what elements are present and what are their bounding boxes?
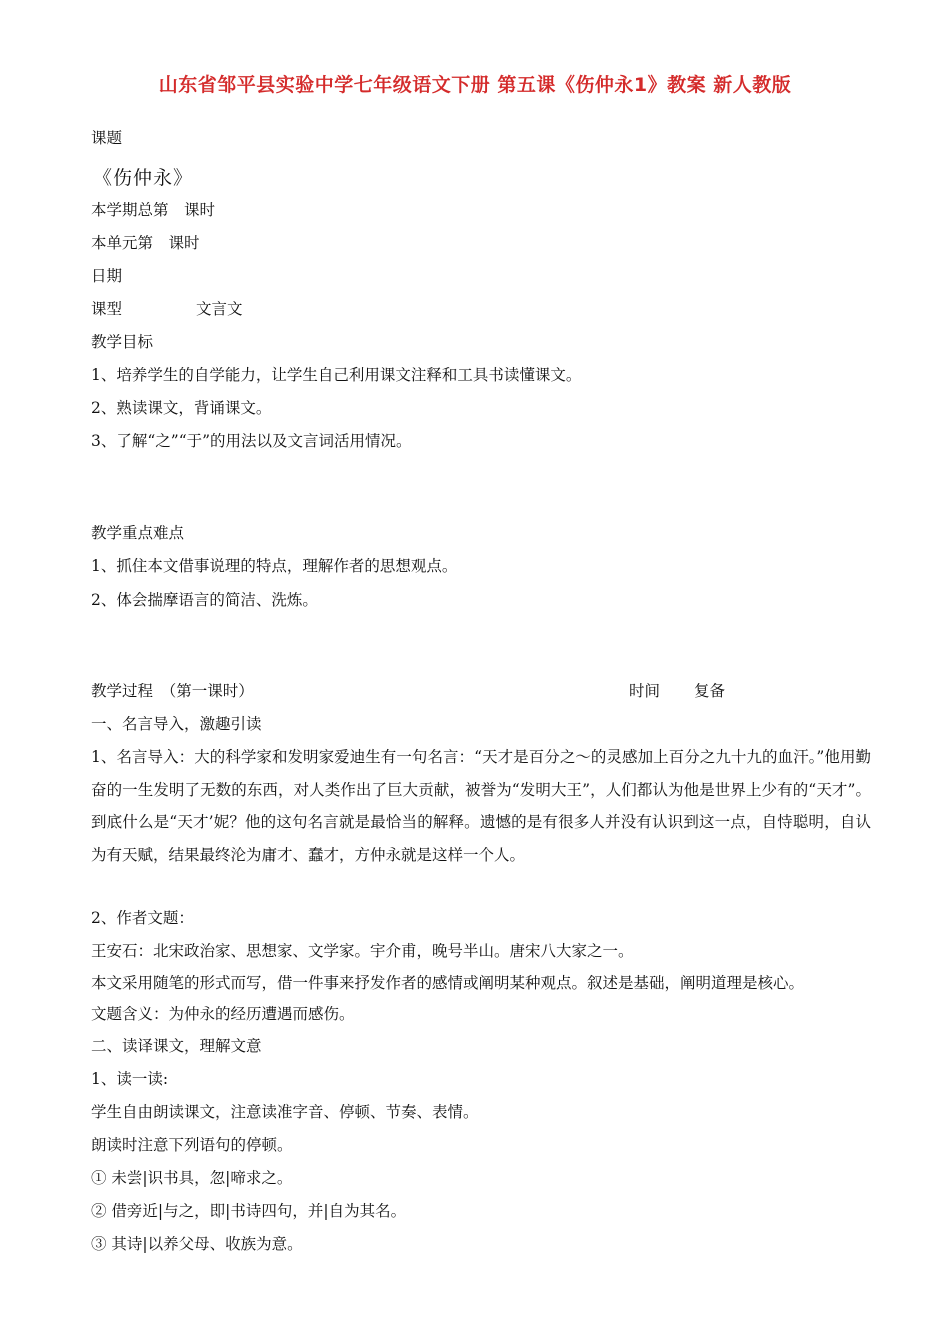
goal-item: 1、培养学生的自学能力，让学生自己利用课文注释和工具书读懂课文。: [91, 366, 582, 384]
pause-item: ③ 其诗|以养父母、收族为意。: [91, 1235, 303, 1253]
term-period: 本学期总第 课时: [91, 201, 216, 219]
goal-item: 3、了解“之”“于”的用法以及文言词活用情况。: [91, 432, 412, 450]
intro-paragraph: 1、名言导入：大的科学家和发明家爱迪生有一句名言：“天才是百分之～的灵感加上百分之九十九的血汗。”他用勤奋的一生发明了无数的东西，对人类作出了巨大贡献，被誉为“发明大王”，人们都认为他是世界上少有的“天才”。到底什么是“天才’妮？他的这句名言就是最恰当的解释。遗憾的是有很多人并没有认识到这一点，自恃聪明，自认为有天赋，结果最终沦为庸才、蠢才，方仲永就是这样一个人。: [91, 748, 871, 864]
time-label: 时间: [629, 682, 661, 700]
pause-intro: 朗读时注意下列语句的停顿。: [91, 1136, 293, 1154]
keypoint-item: 2、体会揣摩语言的简洁、洗炼。: [91, 591, 318, 609]
type-value: 文言文: [196, 300, 243, 318]
keypoint-item: 1、抓住本文借事说理的特点，理解作者的思想观点。: [91, 557, 458, 575]
review-label: 复备: [694, 682, 726, 700]
author-info: 王安石：北宋政治家、思想家、文学家。宇介甫，晚号半山。唐宋八大家之一。: [91, 942, 634, 960]
section-heading: 二、读译课文，理解文意: [91, 1037, 262, 1055]
section-heading: 一、名言导入，激趣引读: [91, 715, 262, 733]
topic-label: 课题: [91, 129, 123, 147]
title-meaning: 文题含义：为仲永的经历遭遇而感伤。: [91, 1005, 355, 1023]
date-label: 日期: [91, 267, 123, 285]
goal-item: 2、熟读课文，背诵课文。: [91, 399, 272, 417]
style-info: 本文采用随笔的形式而写，借一件事来抒发作者的感情或阐明某种观点。叙述是基础，阐明道理是核心。: [91, 974, 805, 992]
pause-item: ① 未尝|识书具，忽|啼求之。: [91, 1169, 293, 1187]
pause-item: ② 借旁近|与之，即|书诗四句，并|自为其名。: [91, 1202, 407, 1220]
author-heading: 2、作者文题：: [91, 909, 194, 927]
read-heading: 1、读一读:: [91, 1070, 169, 1088]
unit-period: 本单元第 课时: [91, 234, 200, 252]
goals-heading: 教学目标: [91, 333, 154, 351]
document-title: 山东省邹平县实验中学七年级语文下册 第五课《伤仲永1》教案 新人教版: [158, 74, 792, 96]
type-label: 课型: [91, 300, 123, 318]
keypoints-heading: 教学重点难点: [91, 524, 185, 542]
topic-value: 《伤仲永》: [93, 167, 194, 189]
read-instruction: 学生自由朗读课文，注意读准字音、停顿、节奏、表情。: [91, 1103, 479, 1121]
process-heading: 教学过程 （第一课时）: [91, 682, 254, 700]
